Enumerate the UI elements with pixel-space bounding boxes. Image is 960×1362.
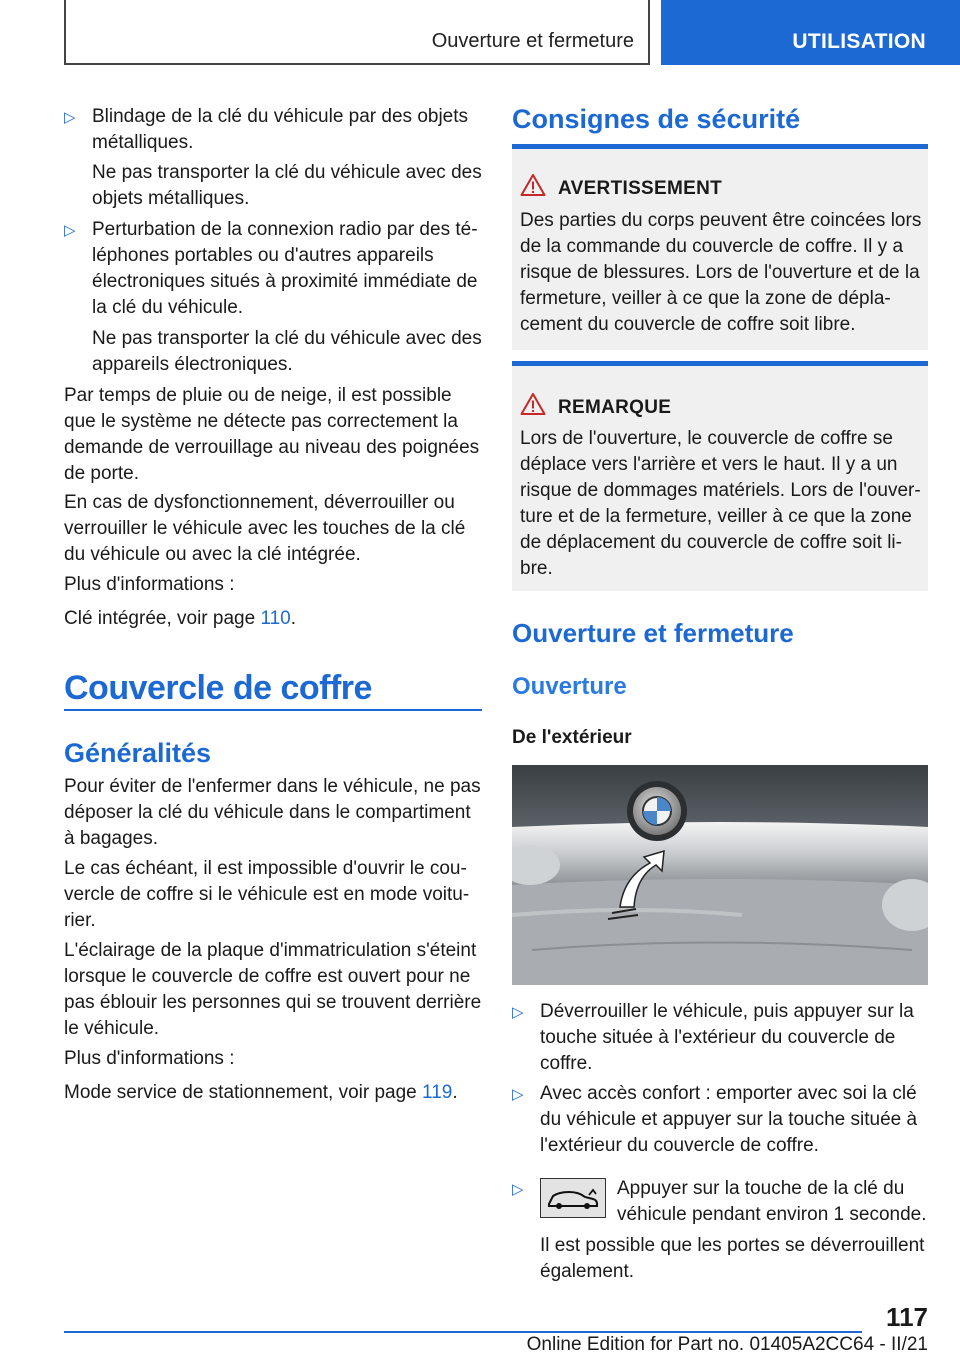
warning-box (512, 144, 928, 350)
bullet-icon: ▷ (512, 1181, 524, 1198)
note-box (512, 361, 928, 591)
caution-triangle-icon (520, 392, 546, 416)
bullet-text: Déverrouiller le véhicule, puis appuyer sur la touche située à l'extérieur du couvercle de coffre. (540, 1001, 914, 1074)
header-category-tab (661, 0, 960, 65)
bullet-icon: ▷ (512, 1086, 524, 1103)
header-section-tab (64, 0, 650, 65)
subsection-title: Ouverture (512, 673, 627, 700)
paragraph: Le cas échéant, il est impossible d'ouvrir le couvercle de coffre si le véhicule est en mode voiturier. (64, 858, 470, 931)
page-number: 117 (886, 1302, 928, 1332)
warning-triangle-icon (520, 173, 546, 197)
bullet-subtext: Il est possible que les portes se déverrouillent également. (540, 1235, 925, 1282)
paragraph: En cas de dysfonctionnement, déverrouiller ou verrouiller le véhicule avec les touches de la clé du véhicule ou avec la clé intégrée. (64, 492, 466, 565)
cross-reference: Mode service de stationnement, voir page 119. (64, 1082, 458, 1103)
chapter-rule (64, 709, 482, 711)
warning-text: Des parties du corps peuvent être coincées lors de la commande du couvercle de coffre. Il y a risque de blessures. Lors de l'ouverture et de la fermeture, veiller à ce que la zone de déplacement du couvercle de coffre soit libre. (520, 210, 922, 335)
bullet-subtext: Ne pas transporter la clé du véhicule avec des objets métalliques. (92, 162, 482, 209)
chapter-title: Couvercle de coffre (64, 669, 372, 707)
section-title: Généralités (64, 738, 212, 768)
cross-reference: Clé intégrée, voir page 110. (64, 608, 297, 629)
paragraph: Plus d'informations : (64, 574, 235, 595)
bullet-text: Appuyer sur la touche de la clé du véhicule pendant environ 1 seconde. (617, 1178, 927, 1225)
paragraph: Pour éviter de l'enfermer dans le véhicule, ne pas déposer la clé du véhicule dans le compartiment à bagages. (64, 776, 481, 849)
section-title: Consignes de sécurité (512, 104, 801, 134)
bullet-icon: ▷ (64, 222, 76, 239)
header-section-title: Ouverture et fermeture (431, 30, 634, 52)
trunk-button-photo (512, 765, 928, 985)
bullet-icon: ▷ (64, 109, 76, 126)
bullet-text: Perturbation de la connexion radio par des téléphones portables ou d'autres appareils électroniques situés à proximité immédiate de la clé du véhicule. (92, 219, 478, 318)
warning-title: AVERTISSEMENT (558, 178, 723, 199)
paragraph: L'éclairage de la plaque d'immatriculation s'éteint lorsque le couvercle de coffre est ouvert pour ne pas éblouir les personnes qui se trouvent derrière le véhicule. (64, 940, 482, 1039)
car-trunk-key-button-icon (540, 1178, 606, 1218)
section-title: Ouverture et fermeture (512, 618, 794, 648)
page-link[interactable]: 110 (260, 608, 291, 629)
note-text: Lors de l'ouverture, le couvercle de coffre se déplace vers l'arrière et vers le haut. Il y a un risque de dommages matériels. Lors de l'ouverture et de la fermeture, veiller à ce que la zone de déplacement du couvercle de coffre soit libre. (520, 428, 921, 579)
footer-rule (64, 1331, 862, 1333)
bullet-icon: ▷ (512, 1004, 524, 1021)
paragraph: Plus d'informations : (64, 1048, 235, 1069)
paragraph: Par temps de pluie ou de neige, il est possible que le système ne détecte pas correctement la demande de verrouillage au niveau des poignées de porte. (64, 385, 480, 484)
bullet-subtext: Ne pas transporter la clé du véhicule avec des appareils électroniques. (92, 328, 482, 375)
bullet-text: Avec accès confort : emporter avec soi la clé du véhicule et appuyer sur la touche située à l'extérieur du couvercle de coffre. (540, 1083, 918, 1156)
sub-subsection-title: De l'extérieur (512, 727, 632, 748)
page-link[interactable]: 119 (422, 1082, 453, 1103)
footer-edition: Online Edition for Part no. 01405A2CC64 - II/21 (526, 1334, 928, 1355)
header-category-title: UTILISATION (792, 30, 926, 53)
bullet-text: Blindage de la clé du véhicule par des objets métalliques. (92, 106, 469, 153)
note-title: REMARQUE (558, 397, 672, 418)
